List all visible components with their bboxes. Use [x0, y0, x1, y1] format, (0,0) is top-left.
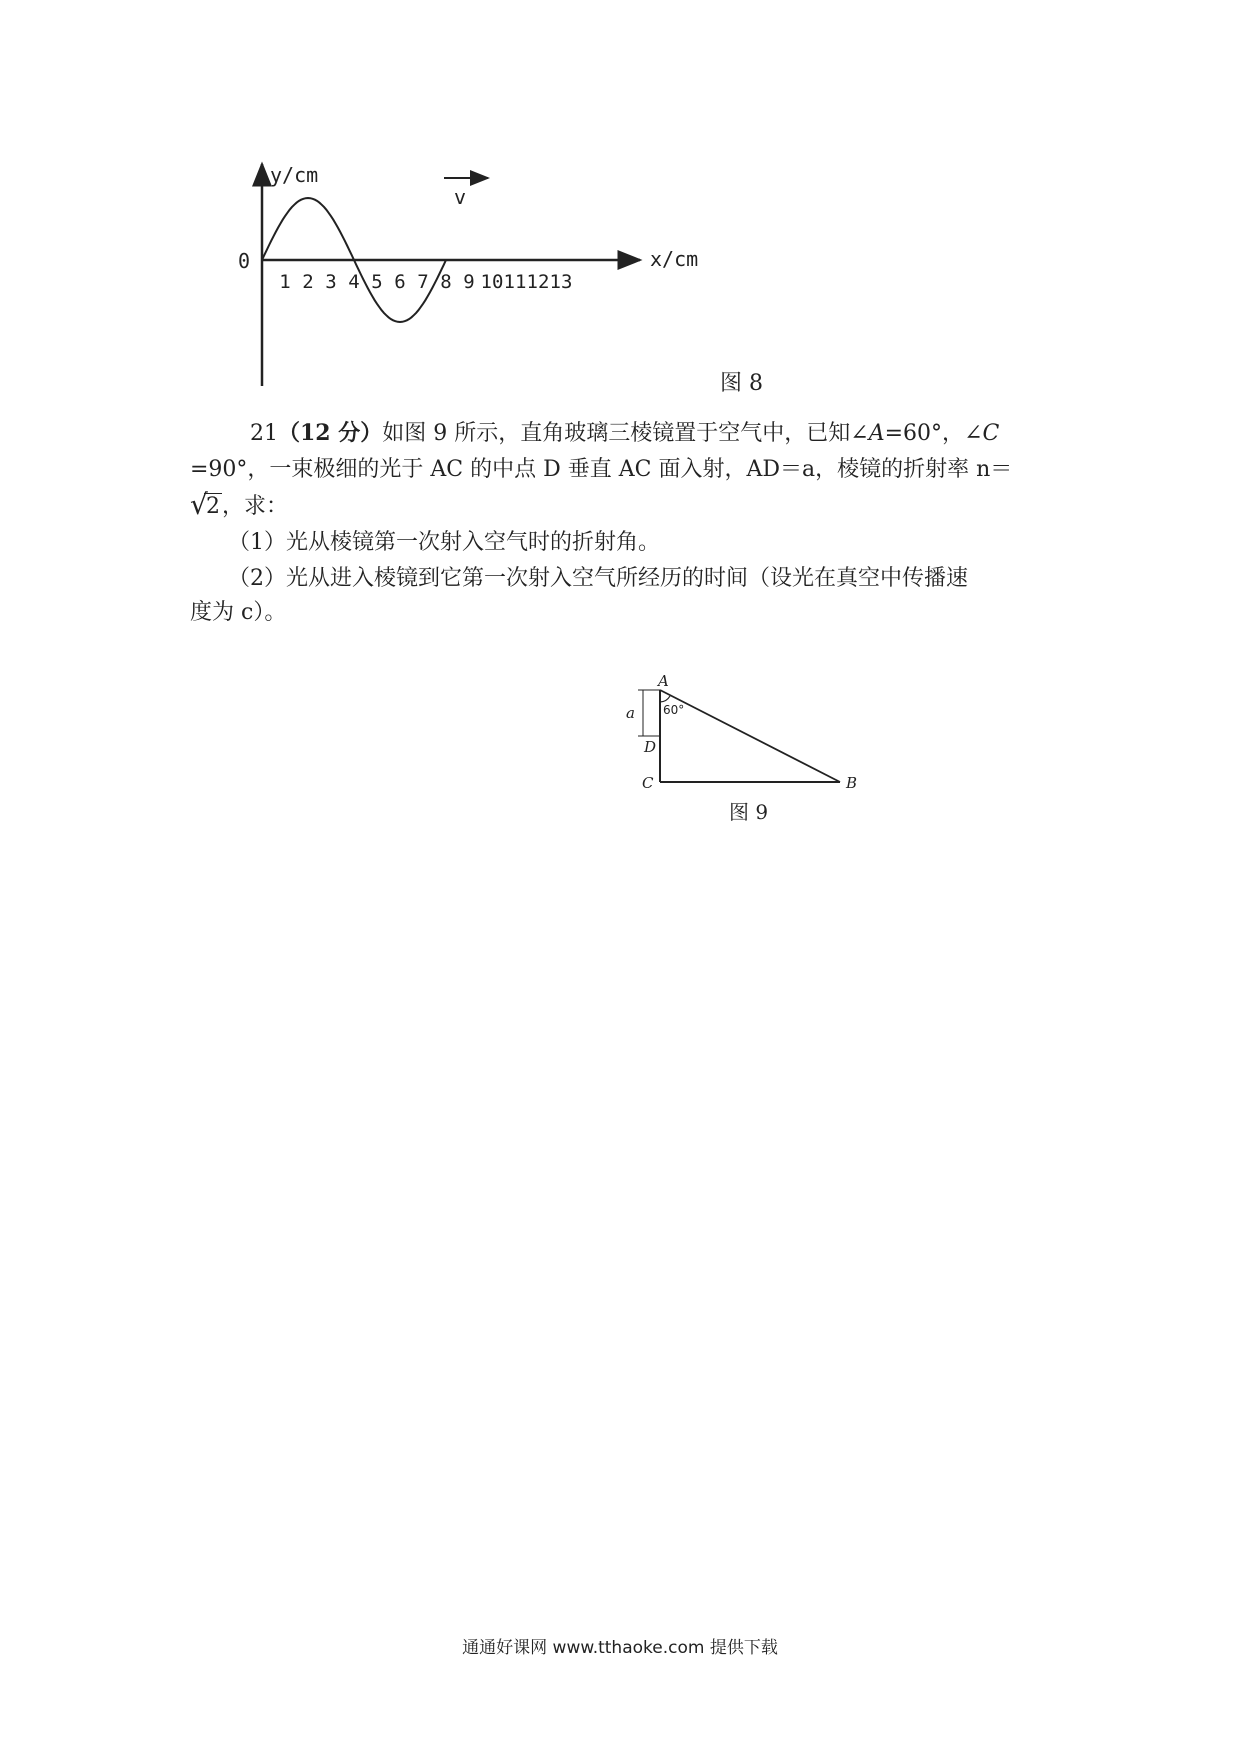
x-tick-label: 1: [279, 271, 291, 293]
vertex-c-label: C: [642, 774, 654, 792]
angle-arc-a: [660, 696, 670, 702]
figure-9-prism-diagram: [620, 670, 880, 800]
x-tick-label: 6: [394, 271, 406, 293]
angle-c-symbol: ∠C: [964, 421, 1000, 446]
x-tick-label: 9: [463, 271, 475, 293]
comma-separator: ，: [942, 421, 965, 446]
problem-line-2: =90°，一束极细的光于 AC 的中点 D 垂直 AC 面入射，AD＝a，棱镜的折射率 n＝: [190, 457, 1013, 482]
problem-line-1: [250, 418, 1120, 449]
x-tick-label: 7: [417, 271, 429, 293]
sqrt-radicand: 2: [206, 494, 220, 519]
x-tick-label: 10: [480, 271, 504, 293]
radical-sign: √: [190, 488, 208, 521]
problem-ask: ，求：: [222, 494, 289, 519]
x-tick-label: 8: [440, 271, 452, 293]
sub-question-1: （1）光从棱镜第一次射入空气时的折射角。: [228, 530, 660, 555]
sub-question-2-continued: 度为 c）。: [190, 600, 287, 625]
problem-intro: 如图 9 所示，直角玻璃三棱镜置于空气中，已知: [382, 421, 851, 446]
problem-number: 21: [250, 421, 278, 446]
figure-8-caption: 图 8: [720, 371, 763, 396]
point-d-label: D: [644, 738, 657, 756]
sqrt-expression: [190, 488, 222, 522]
figure-9-caption: 图 9: [729, 800, 769, 824]
x-tick-label: 11: [503, 271, 527, 293]
x-axis-label: x/cm: [650, 247, 699, 271]
length-a-label: a: [626, 704, 635, 722]
angle-a-symbol: ∠A: [850, 421, 885, 446]
velocity-label: v: [454, 185, 467, 209]
problem-points: （12 分）: [278, 420, 383, 446]
angle-60-label: 60°: [663, 703, 685, 717]
side-ab: [660, 690, 840, 782]
origin-label: 0: [238, 249, 251, 273]
y-axis-label: y/cm: [270, 163, 319, 187]
x-tick-label: 4: [348, 271, 360, 293]
page-footer: 通通好课网 www.tthaoke.com 提供下载: [462, 1638, 778, 1658]
vertex-b-label: B: [846, 774, 858, 792]
x-tick-label: 3: [325, 271, 337, 293]
vertex-a-label: A: [658, 672, 669, 690]
x-tick-label: 12: [526, 271, 550, 293]
x-tick-label: 2: [302, 271, 314, 293]
figure-8-wave-graph: [210, 160, 730, 400]
x-tick-labels: [279, 271, 572, 293]
x-tick-label: 5: [371, 271, 383, 293]
angle-a-value: =60°: [884, 421, 943, 446]
x-tick-label: 13: [549, 271, 573, 293]
sub-question-2: （2）光从进入棱镜到它第一次射入空气所经历的时间（设光在真空中传播速: [228, 566, 968, 591]
problem-line-3: [190, 488, 1060, 522]
